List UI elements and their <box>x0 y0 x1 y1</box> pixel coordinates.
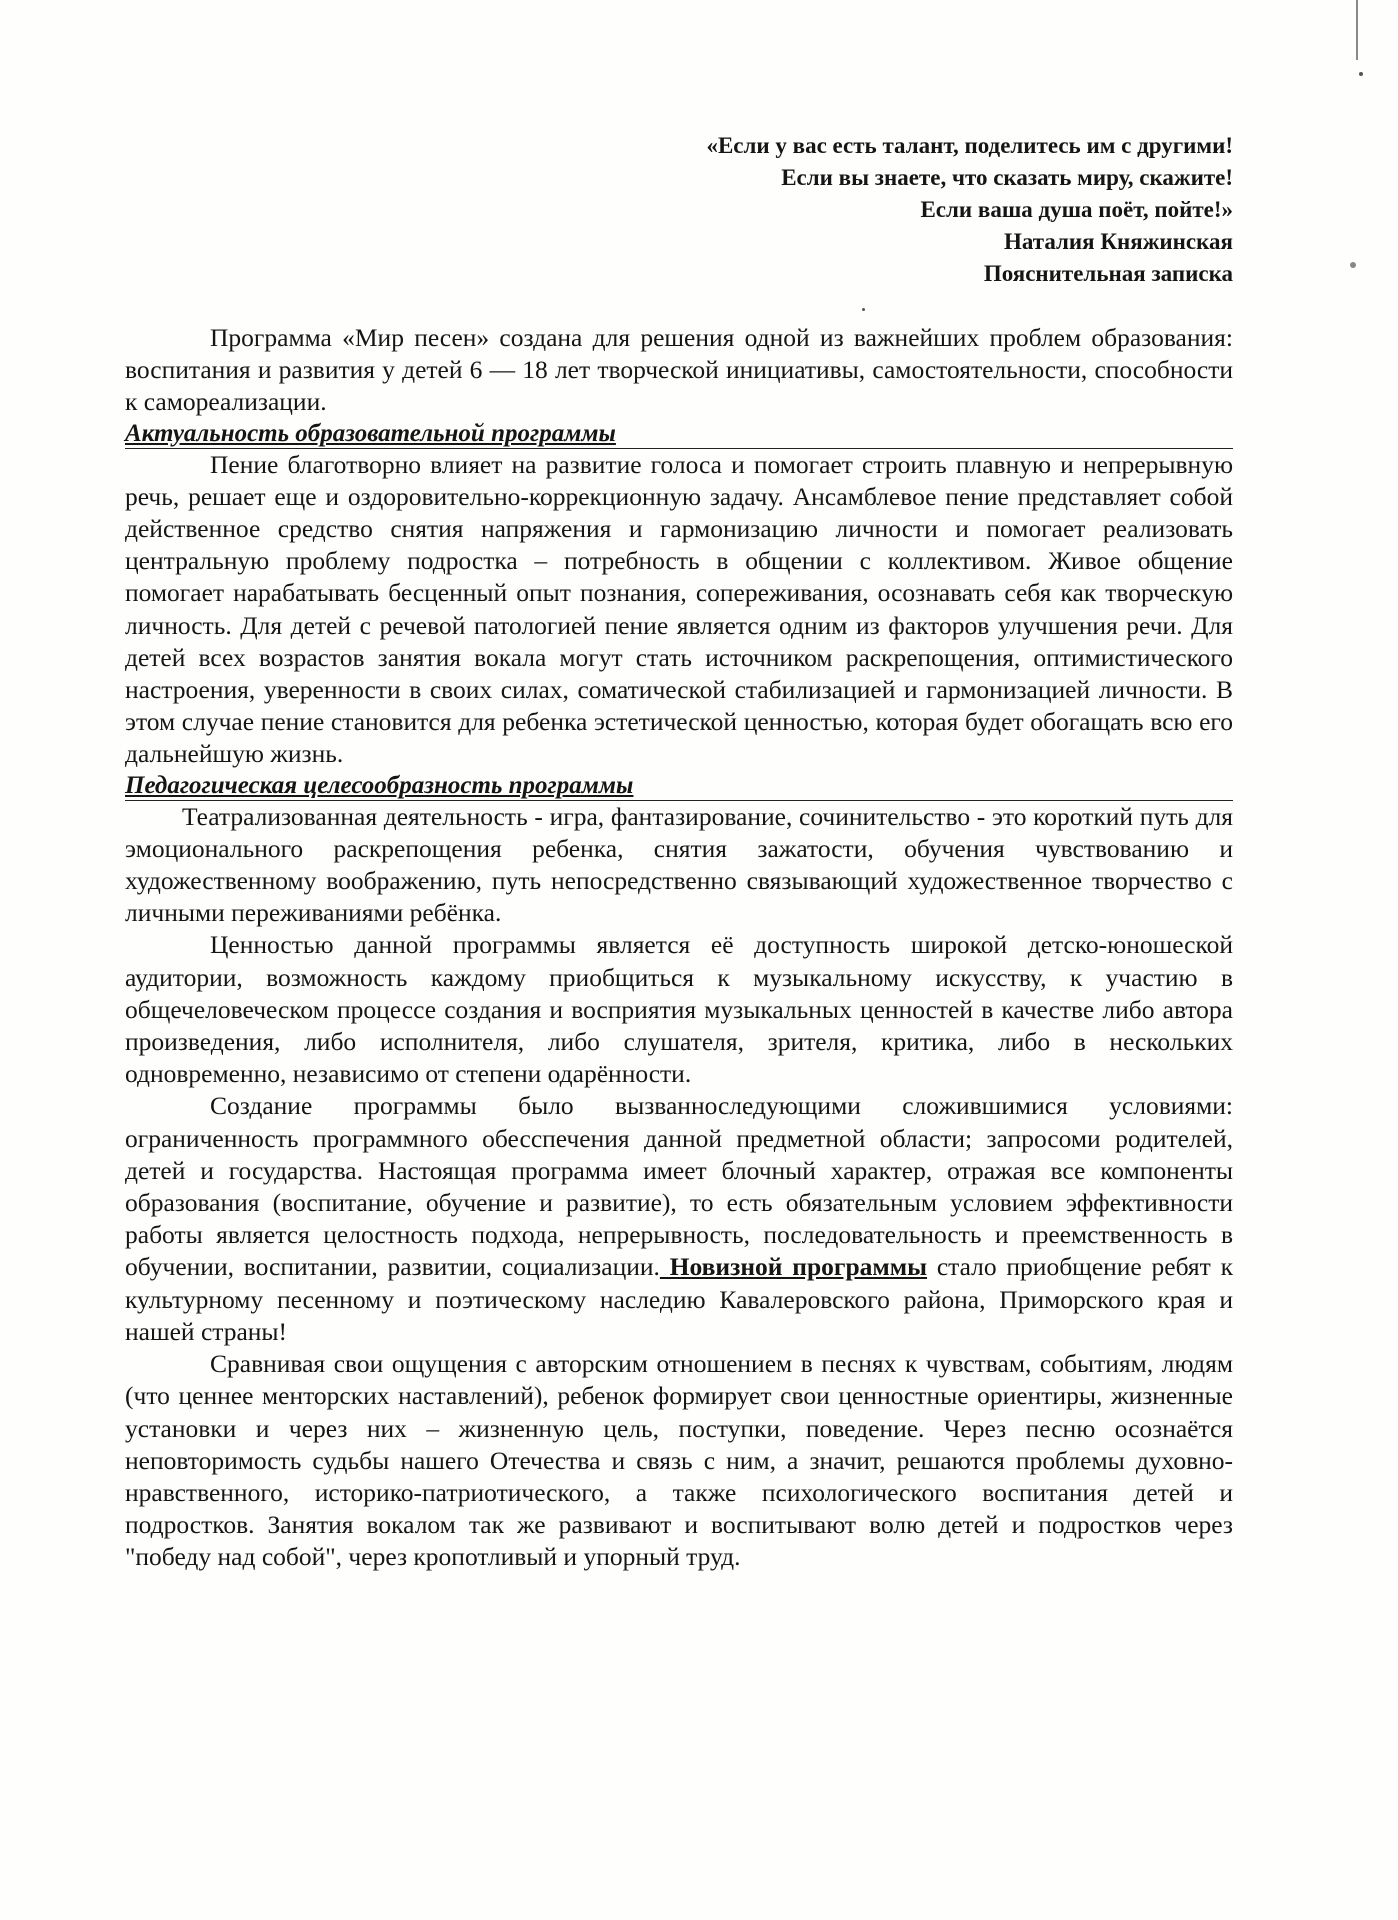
epigraph-author: Наталия Княжинская <box>1003 229 1233 254</box>
pedagogical-paragraph-2: Ценностью данной программы является её доступность широкой детско-юношеской аудитории, возможность каждому приобщиться к музыкальному искусству, к участию в общечеловеческом процессе создания и восприятия музыкальных ценностей в качестве либо автора произведения, либо исполнителя, либо слушателя, зрителя, критика, либо в нескольких одновременно, независимо от степени одарённости. <box>125 930 1233 1089</box>
epigraph-line-3: Если ваша душа поёт, пойте!» <box>920 197 1233 222</box>
scan-speck <box>862 308 865 311</box>
section-heading-relevance <box>125 419 1233 449</box>
pedagogical-paragraph-1: Театрализованная деятельность - игра, фантазирование, сочинительство - это короткий путь для эмоционального раскрепощения ребенка, снятия зажатости, обучения чувствованию и художественному воображению, путь непосредственно связывающий художественное творчество с личными переживаниями ребёнка. <box>125 801 1233 928</box>
intro-paragraph: Программа «Мир песен» создана для решения одной из важнейших проблем образования: воспитания и развития у детей 6 — 18 лет творческой инициативы, самостоятельности, способности к самореализации. <box>125 323 1233 417</box>
epigraph <box>706 130 1233 290</box>
scan-speck <box>1350 262 1356 268</box>
epigraph-line-1: «Если у вас есть талант, поделитесь им с другими! <box>706 133 1233 158</box>
scan-edge-mark <box>1356 0 1358 60</box>
relevance-paragraph: Пение благотворно влияет на развитие голоса и помогает строить плавную и непрерывную речь, решает еще и оздоровительно-коррекционную задачу. Ансамблевое пение представляет собой действенное средство снятия напряжения и гармонизацию личности и помогает реализовать центральную проблему подростка – потребность в общении с коллективом. Живое общение помогает нарабатывать бесценный опыт познания, сопереживания, осознавать себя как творческую личность. Для детей с речевой патологией пение является одним из факторов улучшения речи. Для детей всех возрастов занятия вокала могут стать источником раскрепощения, оптимистического настроения, уверенности в своих силах, соматической стабилизацией и гармонизацией личности. В этом случае пение становится для ребенка эстетической ценностью, которая будет обогащать всю его дальнейшую жизнь. <box>125 449 1233 769</box>
novelty-emphasis: Новизной программы <box>659 1252 928 1282</box>
pedagogical-paragraph-4: Сравнивая свои ощущения с авторским отношением в песнях к чувствам, событиям, людям (что ценнее менторских наставлений), ребенок формирует свои ценностные ориентиры, жизненные установки и через них – жизненную цель, поступки, поведение. Через песню осознаётся неповторимость судьбы нашего Отечества и связь с ним, а значит, решаются проблемы духовно- нравственного, историко-патриотического, а также психологического воспитания детей и подростков. Занятия вокалом так же развивают и воспитывают волю детей и подростков через "победу над собой", через кропотливый и упорный труд. <box>125 1349 1233 1572</box>
section-heading-relevance-text: Актуальность образовательной программы <box>125 419 616 447</box>
document-title: Пояснительная записка <box>983 261 1233 286</box>
paragraph-3-text: Создание программы было вызванноследующими сложившимися условиями: ограниченность программного обесспечения данной предметной области; запросоми родителей, детей и государства. Настоящая программа имеет блочный характер, отражая все компоненты образования (воспитание, обучение и развитие), то есть обязательным условием эффективности работы является целостность подхода, непрерывность, последовательность и преемственность в обучении, воспитании, развитии, социализации. <box>125 1091 1233 1282</box>
epigraph-line-2: Если вы знаете, что сказать миру, скажите! <box>781 165 1233 190</box>
document-body <box>125 322 1233 1574</box>
scan-speck <box>1359 72 1363 76</box>
pedagogical-paragraph-3 <box>125 1090 1233 1348</box>
section-heading-pedagogical <box>125 771 1233 801</box>
paragraph-3-continuation: стало приобщение ребят к культурному песенному и поэтическому наследию Кавалеровского района, Приморского края и нашей страны! <box>125 1252 1233 1346</box>
section-heading-pedagogical-text: Педагогическая целесообразность программы <box>125 771 634 799</box>
